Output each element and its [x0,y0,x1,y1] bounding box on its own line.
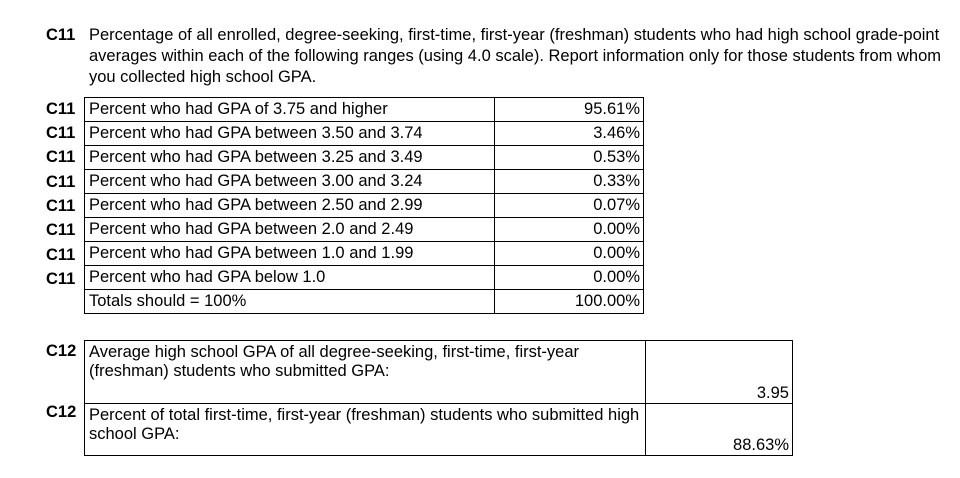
row-value: 0.33% [495,170,644,194]
table-row [85,266,644,290]
row-code: C11 [46,148,76,166]
totals-row [85,290,644,314]
c12-table [84,340,793,456]
row-value: 0.00% [495,266,644,290]
totals-value: 100.00% [495,290,644,314]
row-value: 0.00% [495,242,644,266]
row-label: Percent who had GPA of 3.75 and higher [85,98,495,122]
row-value: 0.53% [495,146,644,170]
table-row [85,98,644,122]
row-label: Percent who had GPA between 2.50 and 2.99 [85,194,495,218]
row-code: C11 [46,270,76,288]
row-code: C12 [46,342,77,360]
row-code: C11 [46,100,76,118]
table-row [85,242,644,266]
row-code: C11 [46,221,76,239]
row-label: Percent who had GPA between 3.00 and 3.24 [85,170,495,194]
table-row [85,341,793,404]
row-label: Percent who had GPA between 1.0 and 1.99 [85,242,495,266]
row-label: Percent who had GPA below 1.0 [85,266,495,290]
totals-label: Totals should = 100% [85,290,495,314]
row-code: C12 [46,403,77,421]
table-row [85,194,644,218]
row-value: 3.95 [646,341,793,404]
table-row [85,146,644,170]
table-row [85,170,644,194]
row-value: 0.00% [495,218,644,242]
row-code: C11 [46,124,76,142]
row-code: C11 [46,172,76,191]
row-code: C11 [46,197,76,215]
table-row [85,218,644,242]
table-row [85,404,793,456]
row-label: Percent of total first-time, first-year (freshman) students who submitted high school GPA: [85,404,646,456]
row-label: Percent who had GPA between 2.0 and 2.49 [85,218,495,242]
c11-question-code: C11 [46,26,76,44]
row-code: C11 [46,245,76,264]
row-value: 95.61% [495,98,644,122]
row-value: 3.46% [495,122,644,146]
row-value: 88.63% [646,404,793,456]
row-label: Percent who had GPA between 3.50 and 3.74 [85,122,495,146]
c11-question [46,25,946,88]
row-label: Percent who had GPA between 3.25 and 3.49 [85,146,495,170]
gpa-distribution-table [84,97,644,314]
c11-question-text: Percentage of all enrolled, degree-seeking, first-time, first-year (freshman) students who had high school grade-point averages within each of the following ranges (using 4.0 scale). Report information only for those students from whom you collected high school GPA. [89,26,942,86]
row-label: Average high school GPA of all degree-seeking, first-time, first-year (freshman) students who submitted GPA: [85,341,646,404]
row-value: 0.07% [495,194,644,218]
table-row [85,122,644,146]
